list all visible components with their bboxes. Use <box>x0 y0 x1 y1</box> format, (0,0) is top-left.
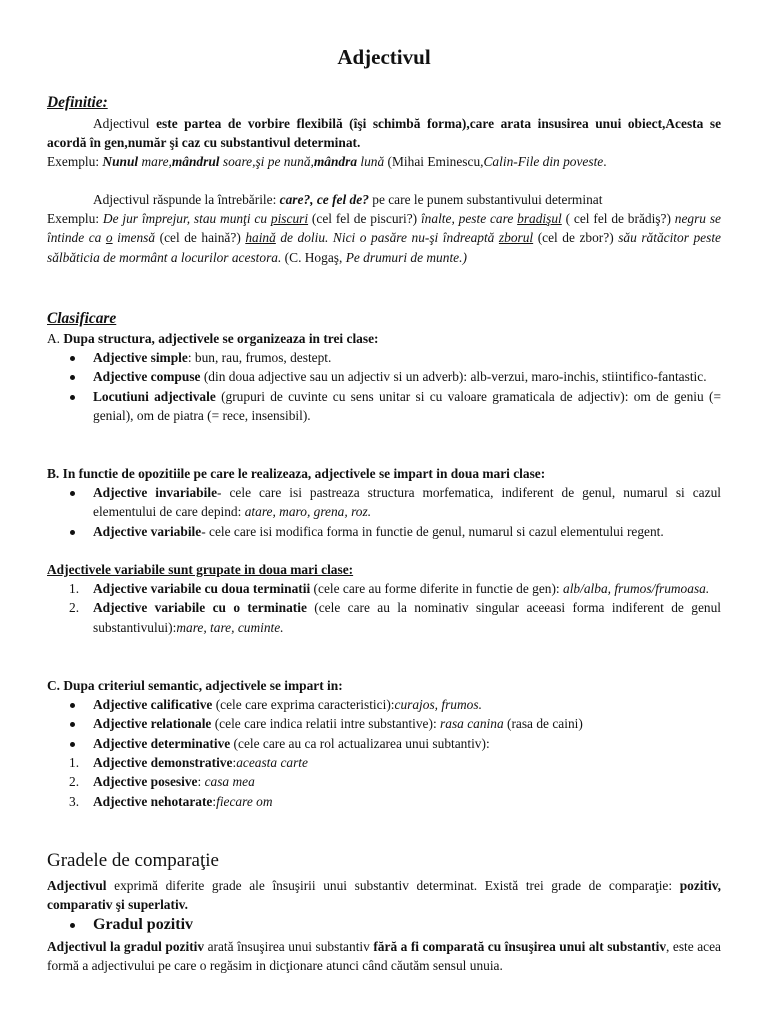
text-run: Adjective determinative <box>93 735 231 751</box>
numbered-item <box>47 772 721 791</box>
gradul-pozitiv-heading: Gradul pozitiv <box>47 915 193 935</box>
class-c-heading <box>47 676 721 695</box>
text-run: : <box>197 774 205 790</box>
text-run: este partea de vorbire flexibilă (îşi schimbă forma),care arata insusirea unui obiect,Acesta se acordă în gen,număr şi caz cu substantivul determinat. <box>47 116 722 151</box>
text-run: Exemplu: <box>47 211 103 226</box>
text-run: mare, tare, cuminte. <box>176 619 284 635</box>
class-b-list <box>47 483 721 541</box>
numbered-item <box>47 579 721 598</box>
text-run: Adjectivul <box>47 878 107 893</box>
text-run: : <box>212 793 217 809</box>
text-run: Exemplu: <box>47 154 103 169</box>
text-run: : bun, rau, frumos, destept. <box>187 350 332 365</box>
text-run: Adjective demonstrative <box>93 755 233 770</box>
gradele-heading: Gradele de comparaţie <box>47 850 219 871</box>
numbered-item <box>47 753 721 772</box>
text-run: casa mea <box>204 774 255 790</box>
text-run: o <box>105 230 113 246</box>
text-run: (cele care au la nominativ singular aceeasi forma indiferent de genul substantivului): <box>93 600 721 635</box>
text-run: soare,şi pe nună, <box>219 154 314 169</box>
class-a-list <box>47 348 721 426</box>
text-run: Adjective simple <box>93 350 188 365</box>
text-run: pe care le punem substantivului determinat <box>368 192 603 207</box>
text-run: Dupa structura, adjectivele se organizeaza in trei clase: <box>63 331 379 346</box>
definitie-example <box>47 152 721 171</box>
text-run: (cel de zbor?) <box>533 230 619 246</box>
text-run: Locutiuni adjectivale <box>93 388 222 404</box>
text-run: rasa canina <box>440 716 504 732</box>
item-number: 2. <box>69 774 80 790</box>
text-run: Adjectivul la gradul pozitiv <box>47 939 205 954</box>
list-item <box>47 734 721 753</box>
text-run: (C. Hogaş, <box>281 249 346 265</box>
item-number: 3. <box>69 793 80 809</box>
text-run: mândra <box>313 154 358 169</box>
text-run: alb/alba, frumos/frumoasa. <box>563 581 710 596</box>
text-run: Adjectivul <box>93 116 157 131</box>
text-run: Adjective nehotarate <box>93 793 213 809</box>
text-run: (cel fel de piscuri?) <box>308 211 421 226</box>
variable-heading <box>47 560 721 579</box>
numbered-item <box>47 792 721 811</box>
class-a-heading <box>47 329 721 348</box>
determinative-list <box>47 753 721 811</box>
list-item <box>47 367 721 386</box>
text-run: fiecare om <box>216 793 273 809</box>
text-run: său rătăcitor peste sălbăticia de mormânt a locurilor acestora. <box>47 230 721 265</box>
gradul-pozitiv-paragraph <box>47 937 721 976</box>
item-number: 2. <box>69 600 80 616</box>
text-run: (grupuri de cuvinte cu sens unitar si cu valoare gramaticala de adjectiv): om de geniu (= genial), om de piatra (= rece, insensibil). <box>93 388 721 424</box>
questions-example <box>47 209 721 267</box>
text-run: pozitiv, comparativ şi superlativ. <box>47 878 721 913</box>
clasificare-heading: Clasificare <box>47 310 117 327</box>
text-run: Adjective calificative <box>93 697 213 712</box>
text-run: Adjective compuse <box>93 369 204 385</box>
text-run: C. Dupa criteriul semantic, adjectivele se impart in: <box>47 678 343 693</box>
item-number: 1. <box>69 755 80 770</box>
text-run: , este acea formă a adjectivului pe care o regăsim in dicţionare atunci când căutăm sensul unuia. <box>47 939 721 974</box>
text-run: (rasa de caini) <box>503 716 583 732</box>
text-run: Adjective variabile <box>93 523 202 539</box>
list-item <box>47 714 721 733</box>
text-run: Pe drumuri de munte.) <box>345 249 467 265</box>
list-item <box>47 483 721 522</box>
text-run: (Mihai Eminescu, <box>384 154 484 169</box>
text-run: Adjective variabile cu o terminatie <box>93 600 307 616</box>
text-run: - cele care isi pastreaza structura morfematica, indiferent de genul, numarul si cazul elementului de care depind: <box>93 485 721 520</box>
class-c-list <box>47 695 721 753</box>
text-run: Nunul <box>102 154 139 169</box>
text-run: Adjective posesive <box>93 774 198 790</box>
text-run: arată însuşirea unui substantiv <box>204 939 374 954</box>
item-number: 1. <box>69 581 80 596</box>
list-item <box>47 695 721 714</box>
list-item <box>47 387 721 426</box>
definitie-paragraph <box>47 114 721 153</box>
list-item <box>47 522 721 541</box>
text-run: fără a fi comparată cu însuşirea unui alt substantiv <box>373 939 667 954</box>
text-run: haină <box>245 230 276 246</box>
text-run: mare, <box>138 154 172 169</box>
text-run: . <box>603 154 607 169</box>
gradele-paragraph <box>47 876 721 915</box>
text-run: de doliu. Nici o pasăre nu-şi îndreaptă <box>275 230 499 246</box>
text-run: Adjective variabile cu doua terminatii <box>93 581 311 596</box>
text-run: atare, maro, grena, roz. <box>244 504 372 520</box>
numbered-item <box>47 598 721 637</box>
text-run: (cele care au ca rol actualizarea unui subtantiv): <box>230 735 490 751</box>
text-run: B. In functie de opozitiile pe care le realizeaza, adjectivele se impart in doua mari clase: <box>47 466 546 481</box>
text-run: negru se întinde ca <box>47 211 721 246</box>
text-run: mândrul <box>171 154 220 169</box>
list-item <box>47 348 721 367</box>
text-run: lună <box>357 154 385 169</box>
text-run: zborul <box>498 230 534 246</box>
text-run: Adjective relationale <box>93 716 212 732</box>
text-run: : <box>232 755 237 770</box>
text-run: (cele care exprima caracteristici): <box>212 697 395 712</box>
text-run: De jur împrejur, stau munţi cu <box>102 211 271 226</box>
text-run: imensă <box>112 230 156 246</box>
text-run: exprimă diferite grade ale însuşirii unui substantiv determinat. Există trei grade de comparaţie: <box>106 878 680 893</box>
text-run: bradişul <box>517 211 562 226</box>
text-run: Adjective invariabile <box>93 485 218 500</box>
text-run: (din doua adjective sau un adjectiv si un adverb): alb-verzui, maro-inchis, stiintifico-fantastic. <box>203 369 707 385</box>
text-run: ( cel fel de brădiş?) <box>561 211 675 226</box>
text-run: Adjectivele variabile sunt grupate in doua mari clase: <box>47 562 354 577</box>
class-b-heading <box>47 464 721 483</box>
text-run: - cele care isi modifica forma in functie de genul, numarul si cazul elementului regent. <box>201 523 664 539</box>
text-run: Calin-File din poveste <box>483 154 604 169</box>
text-run: înalte, peste care <box>420 211 518 226</box>
text-run: piscuri <box>270 211 309 226</box>
text-run: A. <box>47 331 64 346</box>
text-run: (cele care au forme diferite in functie de gen): <box>310 581 563 596</box>
text-run: Adjectivul răspunde la întrebările: <box>93 192 280 207</box>
questions-paragraph <box>47 190 721 209</box>
text-run: curajos, frumos. <box>394 697 482 712</box>
text-run: (cel de haină?) <box>155 230 246 246</box>
text-run: (cele care indica relatii intre substantive): <box>211 716 441 732</box>
document-title: Adjectivul <box>337 45 431 69</box>
text-run: aceasta carte <box>236 755 308 770</box>
definitie-heading: Definitie: <box>47 94 108 111</box>
variable-list <box>47 579 721 637</box>
text-run: care?, ce fel de? <box>279 192 369 207</box>
